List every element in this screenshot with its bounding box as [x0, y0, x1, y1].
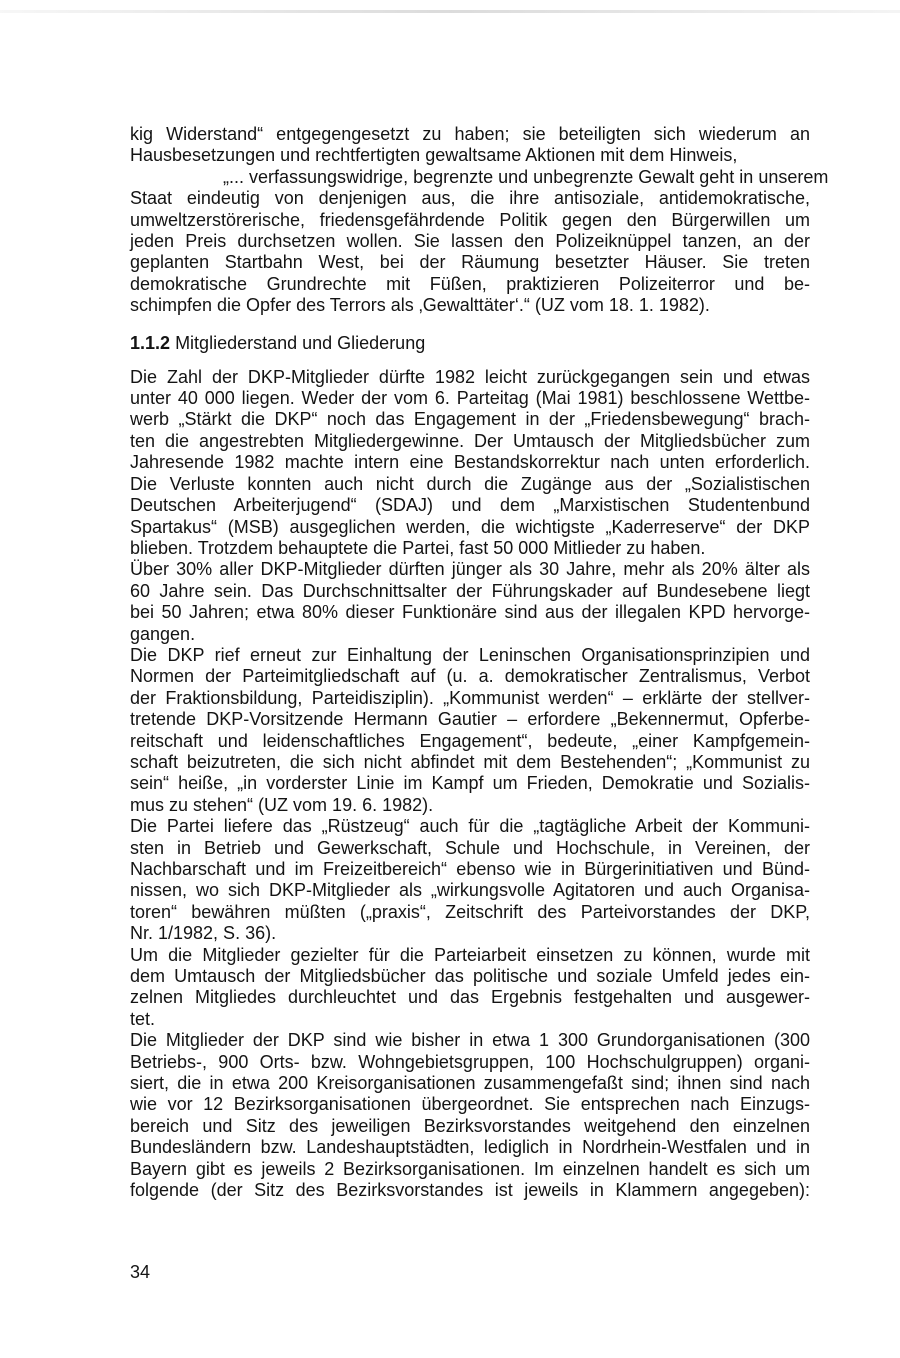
text-line: bereich und Sitz des jeweiligen Bezirksvorstandes weitgehend den einzelnen	[130, 1115, 810, 1136]
text-line: demokratische Grundrechte mit Füßen, praktizieren Polizeiterror und be-	[130, 273, 810, 294]
text-line: geplanten Startbahn West, bei der Räumung besetzter Häuser. Sie treten	[130, 252, 810, 273]
text-line: Die Zahl der DKP-Mitglieder dürfte 1982 leicht zurückgegangen sein und etwas	[130, 366, 810, 387]
page-number: 34	[130, 1262, 151, 1282]
text-line: „... verfassungswidrige, begrenzte und unbegrenzte Gewalt geht in unserem	[223, 166, 829, 187]
document-page	[130, 124, 829, 1202]
text-line: blieben. Trotzdem behauptete die Partei, fast 50 000 Mitlieder zu haben.	[130, 537, 706, 558]
text-line: sein“ heiße, „in vorderster Linie im Kampf um Frieden, Demokratie und Sozialis-	[130, 773, 810, 794]
text-line: umweltzerstörerische, friedensgefährdende Politik gegen den Bürgerwillen um	[130, 209, 810, 230]
text-line: schimpfen die Opfer des Terrors als ‚Gewalttäter‘.“ (UZ vom 18. 1. 1982).	[130, 295, 710, 316]
text-line: sten in Betrieb und Gewerkschaft, Schule und Hochschule, in Vereinen, der	[130, 837, 810, 858]
text-line: Die DKP rief erneut zur Einhaltung der Leninschen Organisationsprinzipien und	[130, 644, 810, 665]
text-line: werb „Stärkt die DKP“ noch das Engagement in der „Friedensbewegung“ brach-	[130, 409, 810, 430]
text-line: tretende DKP-Vorsitzende Hermann Gautier – erfordere „Bekennermut, Opferbe-	[130, 709, 810, 730]
text-line: Deutschen Arbeiterjugend“ (SDAJ) und dem „Marxistischen Studentenbund	[130, 495, 810, 516]
text-line: Hausbesetzungen und rechtfertigten gewaltsame Aktionen mit dem Hinweis,	[130, 145, 738, 166]
text-line: Um die Mitglieder gezielter für die Parteiarbeit einsetzen zu können, wurde mit	[130, 944, 810, 965]
text-line: Nr. 1/1982, S. 36).	[130, 923, 277, 944]
text-line: 60 Jahre sein. Das Durchschnittsalter der Führungskader auf Bundesebene liegt	[130, 580, 810, 601]
text-line: reitschaft und leidenschaftliches Engagement“, bedeute, „einer Kampfgemein-	[130, 730, 810, 751]
text-line: gangen.	[130, 623, 196, 644]
text-line: kig Widerstand“ entgegengesetzt zu haben; sie beteiligten sich wiederum an	[130, 124, 810, 144]
body-paragraph	[130, 816, 810, 944]
text-line: unter 40 000 liegen. Weder der vom 6. Parteitag (Mai 1981) beschlossene Wettbe-	[130, 388, 810, 409]
text-line: Nachbarschaft und im Freizeitbereich“ ebenso wie in Bürgerinitiativen und Bünd-	[130, 859, 810, 879]
text-line: Betriebs-, 900 Orts- bzw. Wohngebietsgruppen, 100 Hochschulgruppen) organi-	[130, 1051, 810, 1072]
quote-paragraph	[130, 124, 829, 317]
text-line: Spartakus“ (MSB) ausgeglichen werden, die wichtigste „Kaderreserve“ der DKP	[130, 516, 810, 537]
text-line: Bundesländern bzw. Landeshauptstädten, lediglich in Nordrhein-Westfalen und in	[130, 1137, 810, 1158]
text-line: Jahresende 1982 machte intern eine Bestandskorrektur nach unten erforderlich.	[130, 452, 810, 473]
text-line: siert, die in etwa 200 Kreisorganisationen zusammengefaßt sind; ihnen sind nach	[130, 1073, 810, 1094]
body-paragraph	[130, 559, 810, 645]
text-line: ten die angestrebten Mitgliedergewinne. Der Umtausch der Mitgliedsbücher zum	[130, 430, 810, 451]
text-line: wie vor 12 Bezirksorganisationen übergeordnet. Sie entsprechen nach Einzugs-	[130, 1094, 810, 1115]
text-line: Bayern gibt es jeweils 2 Bezirksorganisationen. Im einzelnen handelt es sich um	[130, 1158, 810, 1179]
text-line: Über 30% aller DKP-Mitglieder dürften jünger als 30 Jahre, mehr als 20% älter als	[130, 559, 810, 580]
text-line: Staat eindeutig von denjenigen aus, die ihre antisoziale, antidemokratische,	[130, 188, 810, 209]
text-line: folgende (der Sitz des Bezirksvorstandes ist jeweils in Klammern angegeben):	[130, 1180, 810, 1201]
body-paragraph	[130, 367, 810, 560]
text-line: Die Mitglieder der DKP sind wie bisher in etwa 1 300 Grundorganisationen (300	[130, 1030, 810, 1051]
text-line: bei 50 Jahren; etwa 80% dieser Funktionäre sind aus der illegalen KPD hervorge-	[130, 602, 810, 623]
body-paragraph	[130, 945, 810, 1031]
text-line: der Fraktionsbildung, Parteidisziplin). „Kommunist werden“ – erklärte der stellver-	[130, 687, 810, 708]
text-line: zelnen Mitgliedes durchleuchtet und das Ergebnis festgehalten und ausgewer-	[130, 987, 810, 1008]
text-line: toren“ bewähren müßten („praxis“, Zeitschrift des Parteivorstandes der DKP,	[130, 901, 810, 922]
text-line: schaft beizutreten, die sich nicht abfindet mit dem Bestehenden“; „Kommunist zu	[130, 751, 810, 772]
body-paragraph	[130, 1030, 810, 1201]
text-line: Die Verluste konnten auch nicht durch die Zugänge aus der „Sozialistischen	[130, 473, 810, 494]
text-line: mus zu stehen“ (UZ vom 19. 6. 1982).	[130, 794, 434, 815]
text-line: Normen der Parteimitgliedschaft auf (u. a. demokratischer Zentralismus, Verbot	[130, 666, 810, 687]
section-title: Mitgliederstand und Gliederung	[175, 332, 426, 353]
section-heading	[130, 333, 810, 354]
scan-top-edge	[0, 10, 900, 13]
text-line: Die Partei liefere das „Rüstzeug“ auch für die „tagtägliche Arbeit der Kommuni-	[130, 816, 810, 837]
body-paragraph	[130, 645, 810, 816]
text-line: tet.	[130, 1008, 156, 1029]
text-line: dem Umtausch der Mitgliedsbücher das politische und soziale Umfeld jedes ein-	[130, 966, 810, 987]
text-line: jeden Preis durchsetzen wollen. Sie lassen den Polizeiknüppel tanzen, an der	[130, 231, 810, 252]
section-number: 1.1.2	[130, 332, 171, 353]
text-line: nissen, wo sich DKP-Mitglieder als „wirkungsvolle Agitatoren und auch Organisa-	[130, 880, 810, 901]
